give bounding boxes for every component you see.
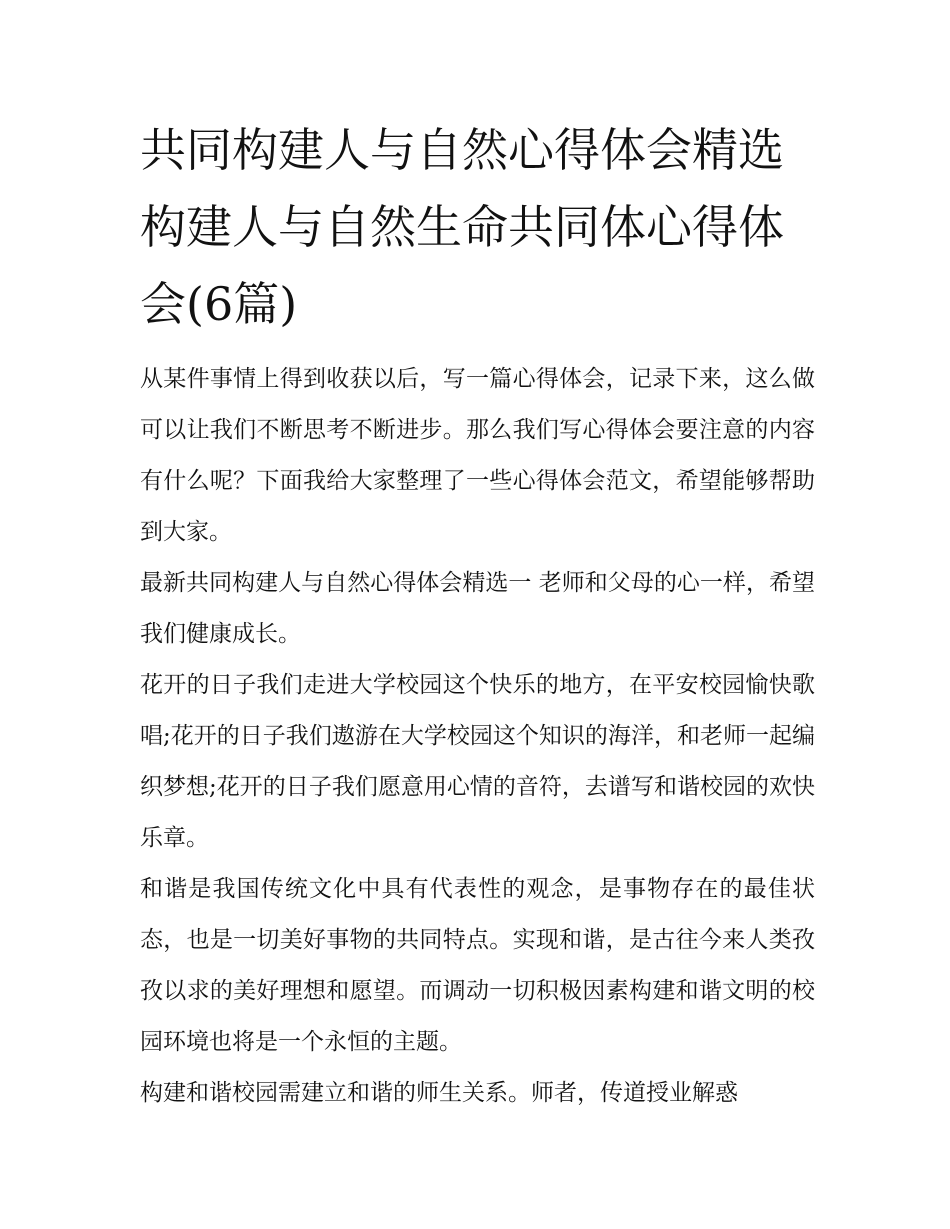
document-title: 共同构建人与自然心得体会精选 构建人与自然生命共同体心得体会(6篇)	[140, 123, 784, 331]
paragraph-3: 和谐是我国传统文化中具有代表性的观念，是事物存在的最佳状态，也是一切美好事物的共同特点。实现和谐，是古往今来人类孜孜以求的美好理想和愿望。而调动一切积极因素构建和谐文明的校园环境也将是一个永恒的主题。	[140, 876, 815, 1055]
document-content	[140, 112, 815, 1119]
document-body	[140, 354, 815, 1119]
paragraph-2: 花开的日子我们走进大学校园这个快乐的地方，在平安校园愉快歌唱;花开的日子我们遨游在大学校园这个知识的海洋，和老师一起编织梦想;花开的日子我们愿意用心情的音符，去谱写和谐校园的欢快乐章。	[140, 672, 815, 851]
paragraph-1: 最新共同构建人与自然心得体会精选一 老师和父母的心一样，希望我们健康成长。	[140, 570, 815, 647]
paragraph-4: 构建和谐校园需建立和谐的师生关系。师者，传道授业解惑	[140, 1080, 738, 1106]
paragraph-intro: 从某件事情上得到收获以后，写一篇心得体会，记录下来，这么做可以让我们不断思考不断进步。那么我们写心得体会要注意的内容有什么呢？下面我给大家整理了一些心得体会范文，希望能够帮助到大家。	[140, 366, 815, 545]
